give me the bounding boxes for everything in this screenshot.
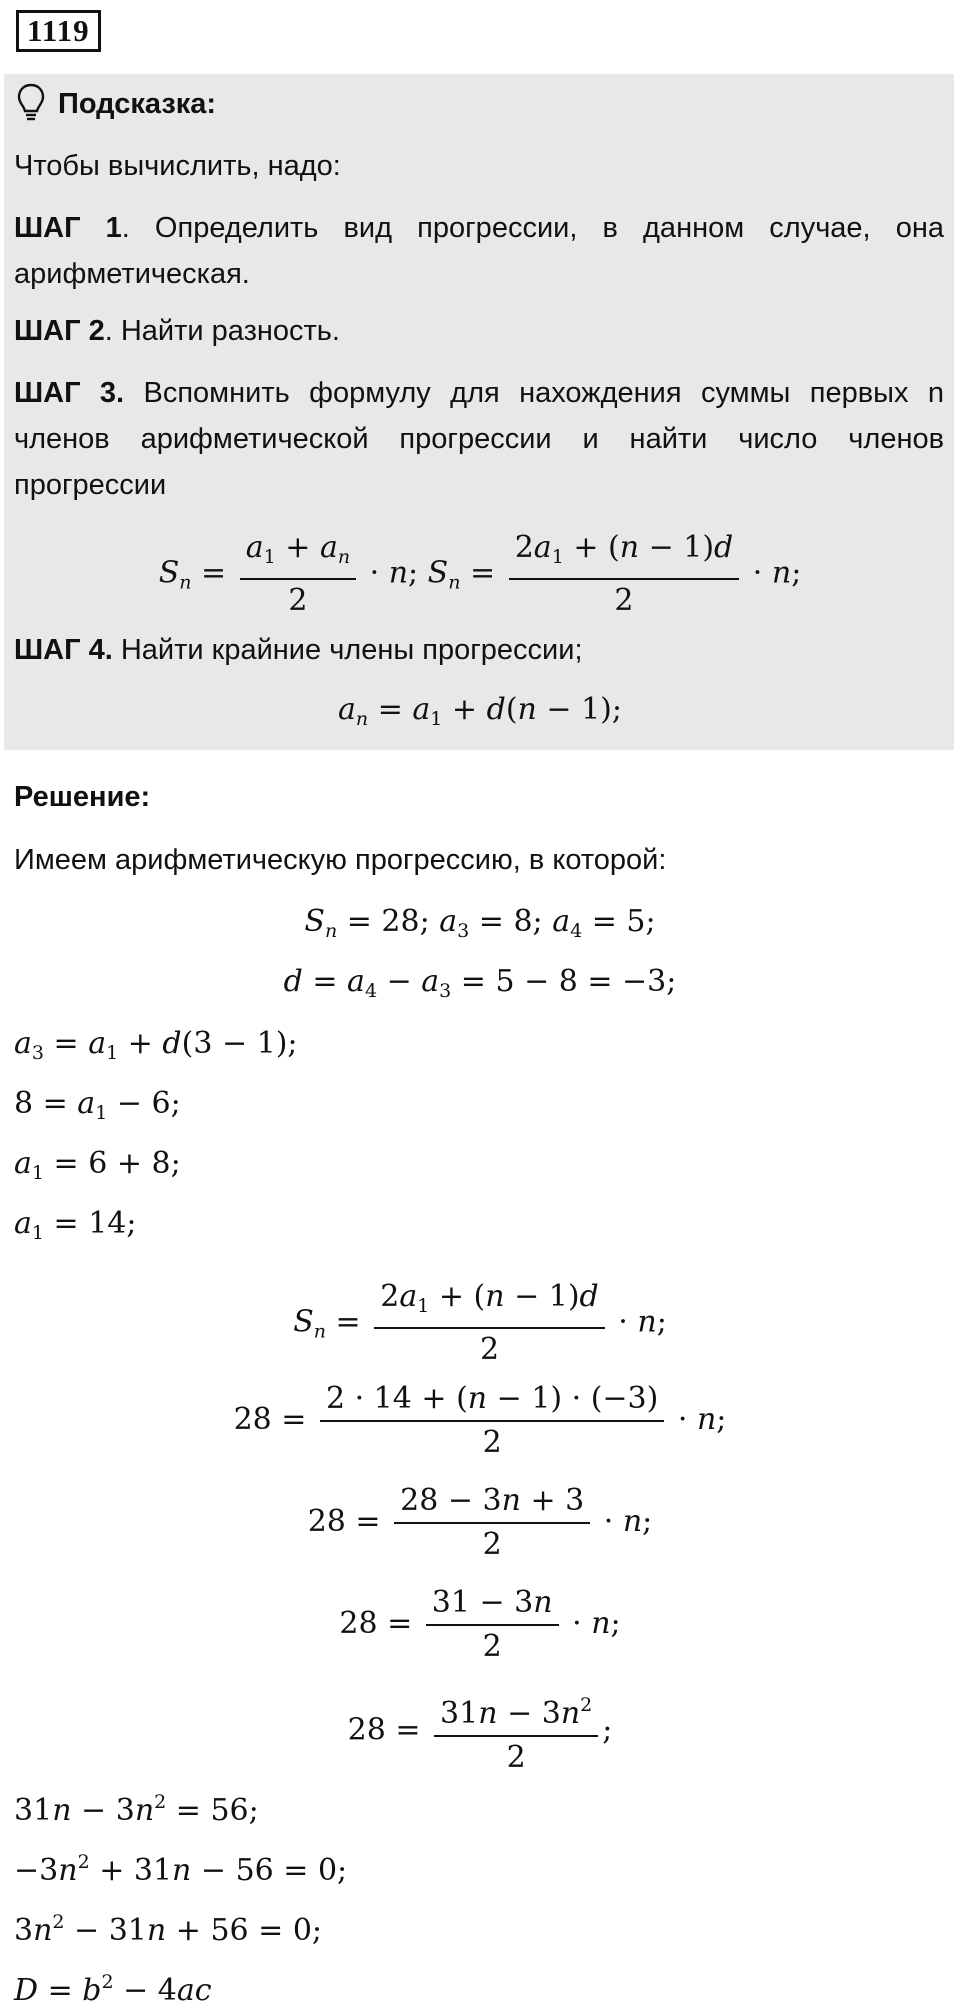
step-4-label: ШАГ 4. bbox=[14, 634, 113, 666]
simplify-2: 28 = $\frac{31 - 3n}{2}$ · n; bbox=[0, 1582, 960, 1668]
eq-a1-sum: $a_1 = 6 + 8$; bbox=[14, 1146, 181, 1184]
hint-step-2 bbox=[14, 308, 944, 354]
hint-title: Подсказка: bbox=[58, 88, 217, 120]
eq-quad-3: $3n^2 - 31n + 56 = 0$; bbox=[14, 1911, 323, 1948]
hint-intro: Чтобы вычислить, надо: bbox=[14, 150, 341, 182]
lightbulb-icon bbox=[16, 82, 46, 122]
discriminant: $D = b^2 - 4ac$ bbox=[14, 1971, 212, 2008]
solution-title: Решение: bbox=[14, 781, 151, 813]
given-values: $S_n = 28$; $a_3 = 8$; $a_4 = 5$; bbox=[304, 904, 656, 942]
step-1-label: ШАГ 1 bbox=[14, 212, 122, 244]
solution-intro: Имеем арифметическую прогрессию, в которой: bbox=[14, 844, 667, 876]
eq-a3: $a_3 = a_1 + d(3 - 1)$; bbox=[14, 1026, 298, 1064]
hint-step-4 bbox=[14, 627, 944, 673]
step-2-label: ШАГ 2 bbox=[14, 315, 105, 347]
hint-step-3 bbox=[14, 370, 944, 508]
simplify-1: 28 = $\frac{28 - 3n + 3}{2}$ · n; bbox=[0, 1480, 960, 1566]
substitution: 28 = $\frac{2 \cdot 14 + (n - 1) \cdot (-3)}{2}$ · n; bbox=[0, 1378, 960, 1464]
simplify-3: 28 = $\frac{31n - 3n^2}{2}$ ; bbox=[0, 1684, 960, 1779]
step-4-text: Найти крайние члены прогрессии; bbox=[112, 634, 583, 666]
eq-a1-value: $a_1 = 14$; bbox=[14, 1206, 137, 1244]
step-2-text: . Найти разность. bbox=[104, 315, 340, 347]
problem-number: 1119 bbox=[16, 10, 101, 52]
nth-term-formula: $a_n = a_1 + d(n - 1)$; bbox=[338, 692, 622, 730]
hint-step-1 bbox=[14, 205, 944, 297]
eq-quad-1: $31n - 3n^2 = 56$; bbox=[14, 1791, 259, 1828]
step-1-text: . Определить вид прогрессии, в данном случае, она арифметическая. bbox=[14, 212, 944, 290]
step-3-label: ШАГ 3. bbox=[14, 377, 125, 409]
eq-quad-2: $-3n^2 + 31n - 56 = 0$; bbox=[14, 1851, 348, 1888]
sum-formula: $S_n$ = $\frac{a_1 + a_n}{2}$ · n; $S_n$ = $\frac{2a_1 + (n - 1)d}{2}$ · n; bbox=[0, 527, 960, 622]
eq-8: $8 = a_1 - 6$; bbox=[14, 1086, 181, 1124]
sum-formula-2: $S_n$ = $\frac{2a_1 + (n - 1)d}{2}$ · n; bbox=[0, 1276, 960, 1371]
difference-calc: $d = a_4 - a_3 = 5 - 8 = -3$; bbox=[283, 964, 677, 1002]
step-3-text: Вспомнить формулу для нахождения суммы первых n членов арифметической прогрессии и найти число членов прогрессии bbox=[14, 377, 944, 501]
